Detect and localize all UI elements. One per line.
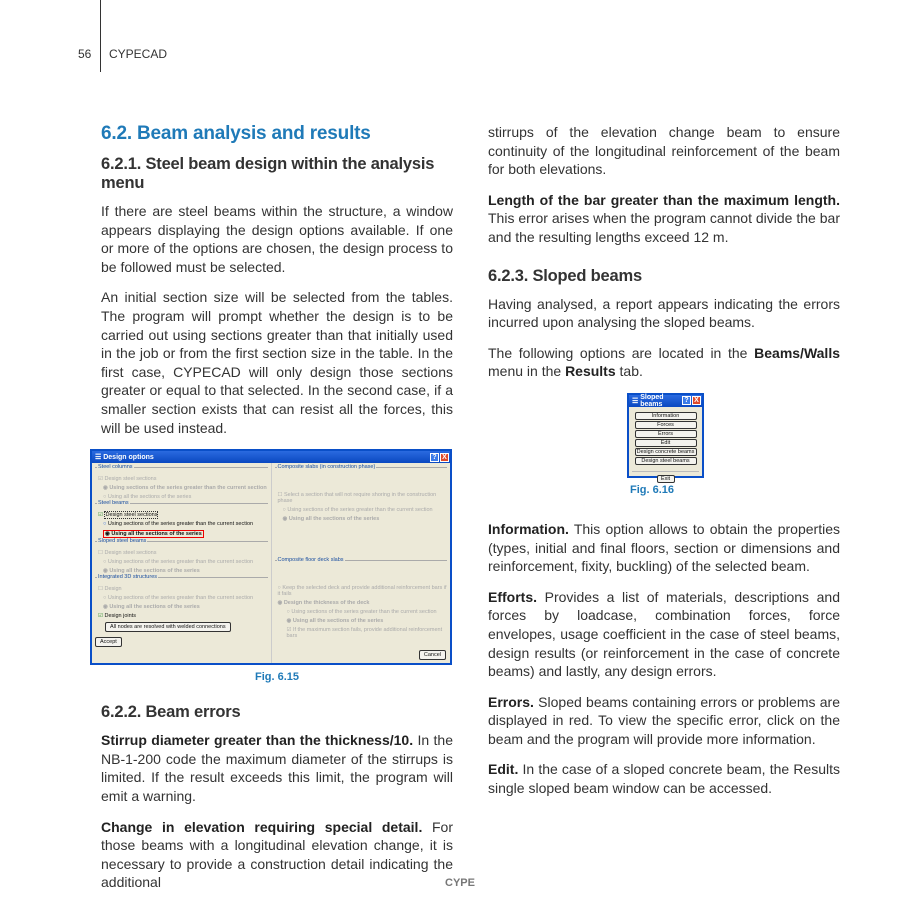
- radio-all[interactable]: ◉ Using all the sections of the series: [286, 618, 384, 625]
- paragraph: Having analysed, a report appears indicating the errors incurred upon analysing the sloped beams.: [488, 295, 840, 331]
- paragraph: Efforts. Provides a list of materials, descriptions and forces by loadcase, combination forces, force envelopes, usage coefficient in the case of steel beams, design results (or reinforcement in the case of concrete beams) and lastly, any design errors.: [488, 588, 840, 680]
- footer: CYPE: [445, 877, 475, 889]
- radio-all[interactable]: ◉ Using all the sections of the series: [282, 516, 380, 523]
- group-label: Composite floor deck slabs: [277, 557, 344, 564]
- radio-greater[interactable]: ○ Using sections of the series greater than the current section: [103, 521, 254, 528]
- group-label: Steel beams: [98, 500, 129, 507]
- radio-greater[interactable]: ◉ Using sections of the series greater than the current section: [103, 485, 267, 492]
- help-button[interactable]: ?: [682, 396, 691, 405]
- radio-keep-deck[interactable]: ○ Keep the selected deck and provide additional reinforcement bars if it fails: [277, 585, 447, 598]
- design-options-dialog: [90, 449, 452, 665]
- close-button[interactable]: X: [440, 453, 449, 462]
- paragraph: Errors. Sloped beams containing errors or problems are displayed in red. To view the specific error, click on the beam and the program will provide more information.: [488, 693, 840, 747]
- radio-all[interactable]: ○ Using all the sections of the series: [103, 494, 192, 501]
- subsection-heading: 6.2.2. Beam errors: [101, 703, 241, 722]
- paragraph: Length of the bar greater than the maximum length. This error arises when the program cannot divide the bar and the resulting lengths exceed 12 m.: [488, 191, 840, 245]
- paragraph: Stirrup diameter greater than the thickness/10. In the NB-1-200 code the maximum diameter of the stirrups is limited. If the result exceeds this limit, the program will emit a warning.: [101, 732, 454, 804]
- paragraph: An initial section size will be selected from the tables. The program will prompt whether the design is to be carried out using sections greater than that initially used in the job or from the first section size in the table. In the first case, CYPECAD will only design those sections greater or equal to that selected. In the second case, if a smaller section exists that can resist all the forces, this will be used instead.: [101, 289, 453, 436]
- figure-caption: Fig. 6.15: [254, 671, 300, 684]
- menu-icon: ☰: [632, 397, 641, 405]
- radio-all[interactable]: ◉ Using all the sections of the series: [103, 568, 200, 575]
- figure-caption: Fig. 6.16: [629, 483, 675, 496]
- radio-greater[interactable]: ○ Using sections of the series greater than the current section: [103, 559, 254, 566]
- radio-greater[interactable]: ○ Using sections of the series greater than the current section: [282, 507, 433, 514]
- dialog-title: Design options: [103, 453, 154, 461]
- paragraph: stirrups of the elevation change beam to ensure continuity of the longitudinal reinforcement of the beam for both elevations.: [488, 124, 840, 178]
- checkbox-design-steel-beams[interactable]: ☑ Design steel sections: [98, 512, 158, 519]
- radio-all[interactable]: ◉ Using all the sections of the series: [103, 604, 200, 611]
- group-label: Steel columns: [98, 464, 133, 471]
- design-concrete-beams-button[interactable]: Design concrete beams: [635, 448, 697, 456]
- checkbox-design-joints[interactable]: ☑ Design joints: [98, 613, 136, 620]
- dialog-titlebar: [629, 395, 702, 407]
- paragraph: The following options are located in the Beams/Walls menu in the Results tab.: [488, 344, 840, 380]
- subsection-heading: 6.2.3. Sloped beams: [488, 266, 642, 285]
- group-label: Composite slabs (in construction phase): [277, 464, 376, 471]
- close-button[interactable]: X: [692, 396, 701, 405]
- radio-all-selected[interactable]: ◉ Using all the sections of the series: [105, 531, 202, 538]
- dialog-titlebar: [92, 451, 450, 463]
- group-label: Integrated 3D structures: [98, 574, 158, 581]
- running-header: CYPECAD: [109, 47, 168, 61]
- group-label: Sloped steel beams: [98, 538, 147, 545]
- paragraph: If there are steel beams within the structure, a window appears displaying the design options available. If one or more of the options are chosen, the design process to be followed must be selected.: [101, 203, 453, 275]
- errors-button[interactable]: Errors: [635, 430, 697, 438]
- checkbox-design-3d[interactable]: ☐ Design: [98, 586, 122, 593]
- section-heading: 6.2. Beam analysis and results: [101, 123, 371, 144]
- header-divider: [100, 0, 101, 72]
- menu-icon: ☰: [95, 454, 104, 462]
- right-column: [488, 123, 840, 810]
- checkbox-design-sloped[interactable]: ☐ Design steel sections: [98, 550, 157, 557]
- help-button[interactable]: ?: [430, 453, 439, 462]
- checkbox-max-fails[interactable]: ☑ If the maximum section fails, provide additional reinforcement bars: [286, 627, 443, 640]
- paragraph: Edit. In the case of a sloped concrete beam, the Results single sloped beam window can be accessed.: [488, 761, 840, 797]
- subsection-heading: 6.2.1. Steel beam design within the analysis menu: [101, 155, 435, 192]
- radio-greater[interactable]: ○ Using sections of the series greater than the current section: [286, 609, 437, 616]
- edit-button[interactable]: Edit: [635, 439, 697, 447]
- radio-design-thickness[interactable]: ◉ Design the thickness of the deck: [277, 600, 370, 607]
- paragraph: Information. This option allows to obtain the properties (types, initial and final floors, section or dimensions and reinforcement, fixity, buckling) of the selected beam.: [488, 520, 840, 575]
- paragraph: Change in elevation requiring special detail. For those beams with a longitudinal elevation change, it is necessary to provide a construction detail indicating the additional: [101, 818, 453, 891]
- checkbox-design-steel-columns[interactable]: ☑ Design steel sections: [98, 476, 157, 483]
- information-button[interactable]: Information: [635, 412, 697, 420]
- left-column: [95, 123, 454, 904]
- sloped-beams-dialog: [627, 393, 704, 482]
- cancel-button[interactable]: Cancel: [419, 650, 446, 660]
- exit-button[interactable]: Exit: [657, 475, 675, 483]
- accept-button[interactable]: Accept: [95, 637, 122, 647]
- checkbox-no-shoring[interactable]: ☐ Select a section that will not require shoring in the construction phase: [277, 492, 437, 505]
- welded-connections-button[interactable]: All nodes are resolved with welded connections: [105, 622, 231, 632]
- dialog-title: Sloped beams: [640, 393, 664, 408]
- design-steel-beams-button[interactable]: Design steel beams: [635, 457, 697, 465]
- forces-button[interactable]: Forces: [635, 421, 697, 429]
- page-number: 56: [78, 47, 92, 61]
- radio-greater[interactable]: ○ Using sections of the series greater than the current section: [103, 595, 254, 602]
